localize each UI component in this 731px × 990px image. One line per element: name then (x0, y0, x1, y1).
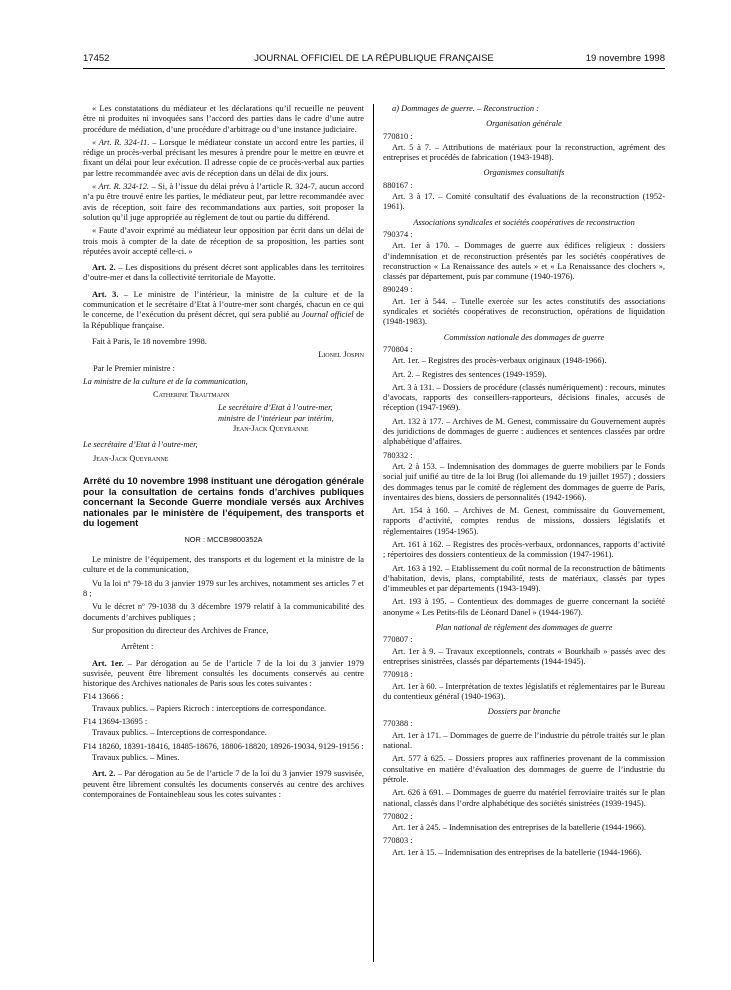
list-item: Art. 1er à 15. – Indemnisation des entreprises de la batellerie (1944-1966). (392, 847, 642, 857)
article-3: Art. 3. – Le ministre de l’intérieur, la ministre de la culture et de la communication et le secrétaire d’Etat à l’outre-mer sont chargés, chacun en ce qui le concerne, de l’exécution du présent décret, qui sera publié au Journal officiel de la République française. (83, 289, 364, 330)
list-item: Travaux publics. – Interceptions de correspondance. (92, 728, 267, 738)
archive-ref: 770388 : (383, 719, 413, 729)
list-item: Art. 3 à 17. – Comité consultatif des évaluations de la reconstruction (1952-1961). (383, 192, 665, 212)
header-rule (83, 68, 665, 69)
subheading: Organismes consultatifs (483, 168, 565, 178)
archive-ref: 770810 : (383, 131, 413, 141)
signature: Jean-Jack Queyranne (233, 424, 309, 434)
list-item: Art. 1er à 245. – Indemnisation des entreprises de la batellerie (1944-1966). (392, 823, 646, 833)
list-item: Art. 1er à 171. – Dommages de guerre de l’industrie du pétrole traités sur le plan national. (383, 730, 665, 751)
journal-title: JOURNAL OFFICIEL DE LA RÉPUBLIQUE FRANÇAISE (254, 53, 494, 64)
subheading: Associations syndicales et sociétés coopératives de reconstruction (413, 217, 635, 227)
issue-date: 19 novembre 1998 (585, 53, 665, 64)
subheading: Plan national de règlement des dommages de guerre (435, 623, 613, 633)
signature: Catherine Trautmann (153, 390, 230, 400)
archive-ref: 890249 : (383, 285, 413, 295)
list-item: Art. 5 à 7. – Attributions de matériaux pour la reconstruction, agrément des entreprises et procédés de fabrication (1943-1948). (383, 142, 665, 163)
minister-title: Le secrétaire d’Etat à l’outre-mer, (83, 440, 198, 450)
list-item: Art. 626 à 691. – Dommages de guerre du matériel ferroviaire traités sur le plan national, classés dans l’ordre alphabétique des sociétés sinistrées (1939-1945). (383, 788, 665, 808)
list-item: Art. 2. – Registres des sentences (1949-1959). (392, 369, 547, 379)
archive-ref: 770802 : (383, 811, 413, 821)
arrete-title: Arrêté du 10 novembre 1998 instituant une dérogation générale pour la consultation de certains fonds d’archives publiques concernant la Seconde Guerre mondiale versés aux Archives nationales par le ministère de l’équipement, des transports et du logement (83, 475, 364, 529)
list-item: Art. 1er à 9. – Travaux exceptionnels, contrats « Bourkhaïb » passés avec des entreprises sinistrées, classés par départements (1944-1945). (383, 646, 665, 666)
nor-reference: NOR : MCCB9800352A (184, 534, 263, 544)
archive-ref: 770807 : (383, 635, 413, 645)
archive-ref: 770804 : (383, 344, 413, 354)
subheading: Dossiers par branche (487, 707, 561, 717)
archive-ref: 880167 : (383, 180, 413, 190)
archive-ref: F14 18260, 18391-18416, 18485-18676, 18806-18820, 18926-19034, 9129-19156 : (83, 741, 364, 751)
paragraph: Vu la loi nº 79-18 du 3 janvier 1979 sur les archives, notamment ses articles 7 et 8 ; (83, 578, 364, 599)
article-2: Art. 2. – Les dispositions du présent décret sont applicables dans les territoires d’outre-mer et dans la collectivité territoriale de Mayotte. (83, 263, 364, 283)
section-intro: a) Dommages de guerre. – Reconstruction : (392, 104, 539, 113)
left-column (83, 104, 364, 803)
paragraph: Sur proposition du directeur des Archives de France, (92, 625, 269, 635)
column-divider (373, 104, 374, 962)
paragraph: Le ministre de l’équipement, des transports et du logement et la ministre de la culture et de la communication, (83, 555, 364, 575)
article-1: Art. 1er. – Par dérogation au 5e de l’article 7 de la loi du 3 janvier 1979 susvisée, peuvent être librement consultés les documents conservés au centre historique des Archives nationales de Paris sous les cotes suivantes : (83, 658, 364, 689)
archive-ref: F14 13666 : (83, 692, 124, 702)
arretent: Arrêtent : (121, 642, 154, 652)
list-item: Art. 2 à 153. – Indemnisation des dommages de guerre mobiliers par le Fonds social juif unifié au titre de la loi Brug (loi allemande du 19 juillet 1957) ; dossiers des dommages tenus par le comité de règlement des dommages de guerre de Paris, inventaires des biens, dossiers de personnalités (1942-1966). (383, 461, 665, 502)
right-column (383, 104, 665, 861)
list-item: Art. 193 à 195. – Contentieux des dommages de guerre concernant la société anonyme « Les Petits-fils de Léonard Danel » (1944-1967). (383, 597, 665, 617)
list-item: Art. 163 à 192. – Etablissement du coût normal de la reconstruction de bâtiments d’habitation, devis, plans, comptabilité, tests de matériaux, classés par types d’immeubles et par départements (1943-1949). (383, 563, 665, 594)
paragraph: « Art. R. 324-11. – Lorsque le médiateur constate un accord entre les parties, il rédige un procès-verbal précisant les mesures à prendre pour le mettre en œuvre et fixant un délai pour leur exécution. Il adresse copie de ce procès-verbal aux parties par lettre recommandée avec avis de réception dans un délai de dix jours. (83, 137, 364, 178)
par-line: Par le Premier ministre : (93, 363, 175, 373)
archive-ref: F14 13694-13695 : (83, 717, 148, 727)
signature: Jean-Jack Queyranne (93, 453, 169, 463)
signature: Lionel Jospin (318, 350, 364, 360)
article-2-arrete: Art. 2. – Par dérogation au 5e de l’article 7 de la loi du 3 janvier 1979 susvisée, peuvent être librement consultés les documents conservés au centre des archives contemporaines de Fontainebleau sous les cotes suivantes : (83, 769, 365, 799)
page-number: 17452 (83, 53, 110, 64)
list-item: Art. 1er à 170. – Dommages de guerre aux édifices religieux : dossiers d’indemnisation et de reconstruction présentés par les sociétés coopératives de reconstruction « La Renaissance des autels » et « La Renaissance des clochers », classés par département, puis par commune (1940-1976). (383, 241, 665, 282)
list-item: Art. 1er à 60. – Interprétation de textes législatifs et réglementaires par le Bureau du contentieux général (1940-1963). (383, 681, 665, 701)
paragraph: « Art. R. 324-12. – Si, à l’issue du délai prévu à l’article R. 324-7, aucun accord n’a pu être trouvé entre les parties, le médiateur peut, par lettre recommandée avec avis de réception, soit faire des recommandations aux parties, soit proposer la solution qu’il juge appropriée au règlement de tout ou partie du différend. (83, 182, 364, 222)
list-item: Travaux publics. – Papiers Ricroch : interceptions de correspondance. (92, 703, 327, 713)
paragraph: Vu le décret nº 79-1038 du 3 décembre 1979 relatif à la communicabilité des documents d’archives publiques ; (83, 602, 364, 622)
minister-title: Le secrétaire d’Etat à l’outre-mer, (218, 403, 333, 413)
list-item: Art. 132 à 177. – Archives de M. Genest, commissaire du Gouvernement auprès des juridictions de dommages de guerre : audiences et sentences classées par ordre alphabétique d’affaires. (383, 416, 665, 447)
list-item: Art. 3 à 131. – Dossiers de procédure (classés numériquement) : recours, minutes d’avocats, rapports des conseillers-rapporteurs, décisions finales, accusés de réception (1947-1969). (383, 382, 665, 413)
paragraph: « Faute d’avoir exprimé au médiateur leur opposition par écrit dans un délai de trois mois à compter de la date de réception de sa proposition, les parties sont réputées avoir accepté celle-ci. » (83, 226, 364, 256)
archive-ref: 770918 : (383, 670, 413, 680)
list-item: Art. 1er à 544. – Tutelle exercée sur les actes constitutifs des associations syndicales et sociétés coopératives de reconstruction, opérations de liquidation (1948-1983). (383, 296, 665, 327)
paragraph: « Les constatations du médiateur et les déclarations qu’il recueille ne peuvent être ni produites ni invoquées sans l’accord des parties dans le cadre d’une autre procédure de médiation, d’une procédure d’arbitrage ou d’une instance judiciaire. (83, 104, 364, 134)
archive-ref: 770803 : (383, 836, 413, 846)
list-item: Art. 161 à 162. – Registres des procès-verbaux, ordonnances, rapports d’activité ; répertoires des dossiers contentieux de la commission (1947-1961). (383, 539, 665, 560)
minister-title: La ministre de la culture et de la communication, (83, 376, 248, 386)
subheading: Organisation générale (486, 119, 562, 129)
archive-ref: 780332 : (383, 450, 413, 460)
list-item: Art. 1er. – Registres des procès-verbaux originaux (1948-1966). (392, 356, 607, 366)
date-line: Fait à Paris, le 18 novembre 1998. (92, 336, 207, 346)
archive-ref: 790374 : (383, 229, 413, 239)
page-header (83, 53, 665, 67)
list-item: Art. 154 à 160. – Archives de M. Genest, commissaire du Gouvernement, rapports d’activité, comptes rendus de missions, dossiers législatifs et réglementaires (1954-1965). (383, 506, 665, 536)
subheading: Commission nationale des dommages de guerre (443, 332, 605, 342)
list-item: Travaux publics. – Mines. (92, 752, 180, 762)
minister-title: ministre de l’intérieur par intérim, (218, 413, 334, 423)
list-item: Art. 577 à 625. – Dossiers propres aux raffineries provenant de la commission consultative en matière d’évaluation des dommages de guerre de l’industrie du pétrole. (383, 754, 665, 784)
